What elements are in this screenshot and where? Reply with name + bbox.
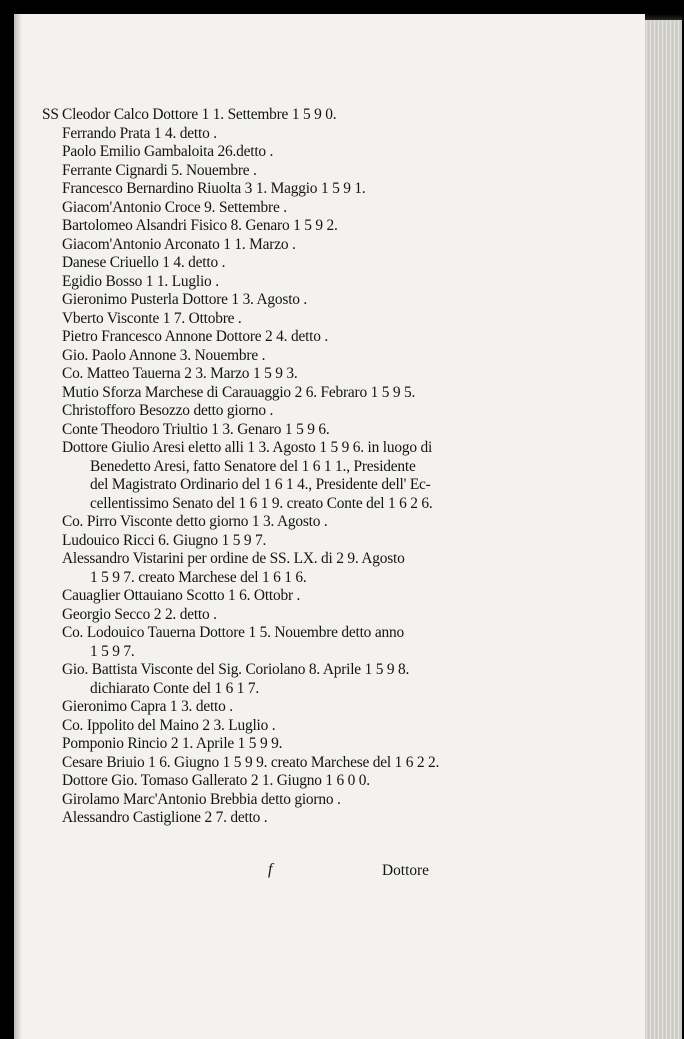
entry-text: Dottore Giulio Aresi eletto alli 1 3. Agosto 1 5 9 6. in luogo di: [62, 439, 433, 456]
entry-continuation-line: [42, 680, 472, 699]
entry-text: del Magistrato Ordinario del 1 6 1 4., Presidente dell' Ec-: [90, 476, 431, 493]
catchword: Dottore: [382, 862, 430, 879]
entry-text: Girolamo Marc'Antonio Brebbia detto giorno .: [62, 790, 341, 808]
entry-line: [42, 291, 472, 310]
page-edges: [645, 20, 682, 1039]
entry-text: Cauaglier Ottauiano Scotto 1 6. Ottobr .: [62, 587, 301, 604]
entry-text: Pietro Francesco Annone Dottore 2 4. detto .: [62, 328, 329, 345]
entry-continuation-line: [42, 569, 472, 588]
entry-line: [42, 162, 472, 181]
entry-line: [42, 439, 472, 458]
entry-text: dichiarato Conte del 1 6 1 7.: [90, 679, 260, 697]
entry-text: Gio. Battista Visconte del Sig. Coriolano 8. Aprile 1 5 9 8.: [62, 661, 410, 678]
entry-text: Egidio Bosso 1 1. Luglio .: [62, 272, 219, 290]
entry-list: [42, 106, 472, 828]
entry-line: [42, 772, 472, 791]
entry-line: [42, 310, 472, 329]
entry-text: cellentissimo Senato del 1 6 1 9. creato Conte del 1 6 2 6.: [90, 494, 433, 512]
entry-continuation-line: [42, 643, 472, 662]
entry-text: Alessandro Castiglione 2 7. detto .: [62, 809, 268, 826]
entry-text: 1 5 9 7. creato Marchese del 1 6 1 6.: [90, 568, 307, 586]
entry-line: [42, 106, 472, 125]
entry-line: [42, 328, 472, 347]
entry-line: [42, 698, 472, 717]
entry-line: [42, 624, 472, 643]
entry-text: Mutio Sforza Marchese di Carauaggio 2 6. Febraro 1 5 9 5.: [62, 383, 416, 401]
entry-text: Christofforo Besozzo detto giorno .: [62, 402, 274, 419]
entry-text: Co. Matteo Tauerna 2 3. Marzo 1 5 9 3.: [62, 365, 298, 382]
entry-text: Gieronimo Pusterla Dottore 1 3. Agosto .: [62, 291, 308, 308]
entry-line: [42, 754, 472, 773]
entry-text: Ferrante Cignardi 5. Nouembre .: [62, 161, 257, 179]
entry-text: 1 5 9 7.: [90, 642, 135, 660]
entry-line: [42, 180, 472, 199]
entry-line: [42, 587, 472, 606]
entry-text: Giacom'Antonio Arconato 1 1. Marzo .: [62, 235, 296, 253]
entry-line: [42, 402, 472, 421]
entry-text: Georgio Secco 2 2. detto .: [62, 605, 217, 623]
entry-line: [42, 735, 472, 754]
entry-text: Giacom'Antonio Croce 9. Settembre .: [62, 198, 287, 216]
entry-line: [42, 143, 472, 162]
entry-line: [42, 347, 472, 366]
entry-continuation-line: [42, 476, 472, 495]
entry-text: Gieronimo Capra 1 3. detto .: [62, 698, 233, 715]
entry-text: Dottore Gio. Tomaso Gallerato 2 1. Giugno 1 6 0 0.: [62, 772, 370, 789]
entry-text: Benedetto Aresi, fatto Senatore del 1 6 1 1., Presidente: [90, 457, 416, 475]
entry-text: Cleodor Calco Dottore 1 1. Settembre 1 5 9 0.: [62, 106, 337, 123]
entry-line: [42, 384, 472, 403]
entry-text: Cesare Briuio 1 6. Giugno 1 5 9 9. creato Marchese del 1 6 2 2.: [62, 753, 440, 771]
entry-text: Gio. Paolo Annone 3. Nouembre .: [62, 346, 266, 364]
entry-line: [42, 125, 472, 144]
entry-line: [42, 809, 472, 828]
entry-text: Danese Criuello 1 4. detto .: [62, 254, 226, 271]
entry-line: [42, 661, 472, 680]
entry-line: [42, 513, 472, 532]
entry-line: [42, 606, 472, 625]
entry-text: Co. Lodouico Tauerna Dottore 1 5. Nouembre detto anno: [62, 624, 404, 641]
entry-text: Vberto Visconte 1 7. Ottobre .: [62, 309, 242, 327]
gutter-shadow: [14, 14, 22, 1039]
entry-text: Bartolomeo Alsandri Fisico 8. Genaro 1 5 9 2.: [62, 217, 338, 234]
entry-continuation-line: [42, 458, 472, 477]
entry-line: [42, 421, 472, 440]
entry-text: Francesco Bernardino Riuolta 3 1. Maggio 1 5 9 1.: [62, 180, 366, 197]
entry-line: [42, 199, 472, 218]
entry-line: [42, 273, 472, 292]
entry-prefix: SS: [42, 106, 59, 123]
entry-text: Ludouico Ricci 6. Giugno 1 5 9 7.: [62, 531, 267, 549]
entry-text: Alessandro Vistarini per ordine de SS. LX. di 2 9. Agosto: [62, 550, 405, 567]
entry-text: Co. Pirro Visconte detto giorno 1 3. Agosto .: [62, 513, 328, 530]
entry-line: [42, 791, 472, 810]
entry-line: [42, 550, 472, 569]
entry-line: [42, 365, 472, 384]
entry-continuation-line: [42, 495, 472, 514]
entry-text: Pomponio Rincio 2 1. Aprile 1 5 9 9.: [62, 735, 283, 752]
entry-line: [42, 254, 472, 273]
entry-text: Ferrando Prata 1 4. detto .: [62, 124, 217, 142]
entry-line: [42, 532, 472, 551]
entry-line: [42, 217, 472, 236]
signature-mark: f: [268, 861, 273, 878]
entry-line: [42, 717, 472, 736]
entry-text: Paolo Emilio Gambaloita 26.detto .: [62, 143, 274, 160]
entry-line: [42, 236, 472, 255]
entry-text: Conte Theodoro Triultio 1 3. Genaro 1 5 9 6.: [62, 420, 330, 438]
entry-text: Co. Ippolito del Maino 2 3. Luglio .: [62, 716, 276, 734]
